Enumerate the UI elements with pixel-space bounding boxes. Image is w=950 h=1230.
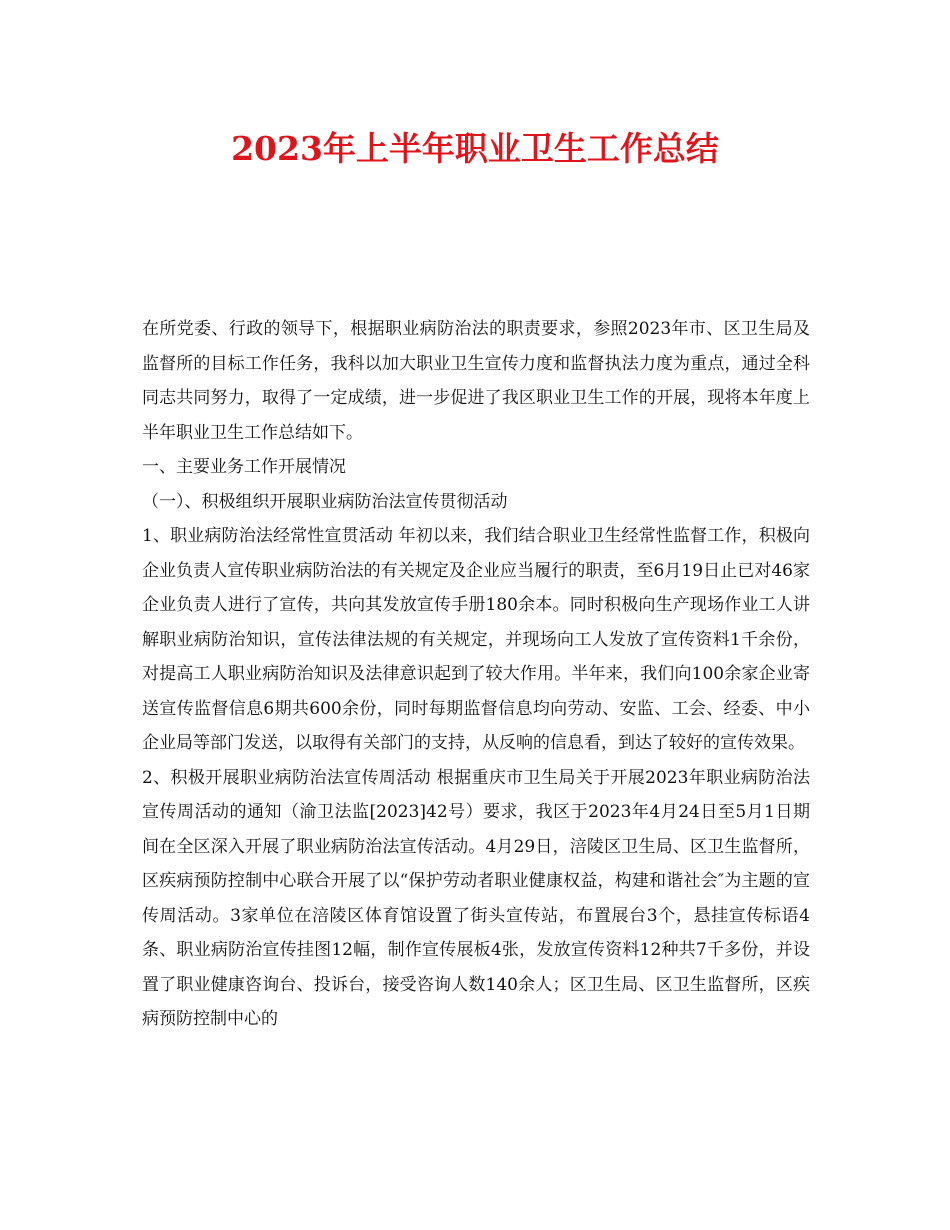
intro-paragraph: 在所党委、行政的领导下，根据职业病防治法的职责要求，参照2023年市、区卫生局及监督所的目标工作任务，我科以加大职业卫生宣传力度和监督执法力度为重点，通过全科同志共同努力，取得了一定成绩，进一步促进了我区职业卫生工作的开展，现将本年度上半年职业卫生工作总结如下。: [142, 319, 810, 443]
body-paragraph: 2、积极开展职业病防治法宣传周活动 根据重庆市卫生局关于开展2023年职业病防治法宣传周活动的通知（渝卫法监[2023]42号）要求，我区于2023年4月24日至5月1日期间在全区深入开展了职业病防治法宣传活动。4月29日，涪陵区卫生局、区卫生监督所，区疾病预防控制中心联合开展了以“保护劳动者职业健康权益，构建和谐社会″为主题的宣传周活动。3家单位在涪陵区体育馆设置了街头宣传站，布置展台3个，悬挂宣传标语4条、职业病防治宣传挂图12幅，制作宣传展板4张，发放宣传资料12种共7千多份，并设置了职业健康咨询台、投诉台，接受咨询人数140余人；区卫生局、区卫生监督所，区疾病预防控制中心的: [142, 767, 810, 1029]
body-paragraph: 1、职业病防治法经常性宣贯活动 年初以来，我们结合职业卫生经常性监督工作，积极向企业负责人宣传职业病防治法的有关规定及企业应当履行的职责，至6月19日止已对46家企业负责人进行了宣传，共向其发放宣传手册180余本。同时积极向生产现场作业工人讲解职业病防治知识，宣传法律法规的有关规定，并现场向工人发放了宣传资料1千余份，对提高工人职业病防治知识及法律意识起到了较大作用。半年来，我们向100余家企业寄送宣传监督信息6期共600余份，同时每期监督信息均向劳动、安监、工会、经委、中小企业局等部门发送，以取得有关部门的支持，从反响的信息看，到达了较好的宣传效果。: [142, 526, 810, 753]
document-title: 2023年上半年职业卫生工作总结: [231, 129, 719, 168]
subsection-heading: （一）、积极组织开展职业病防治法宣传贯彻活动: [142, 491, 508, 512]
document-body: [142, 312, 810, 1037]
section-heading: 一、主要业务工作开展情况: [142, 457, 346, 477]
